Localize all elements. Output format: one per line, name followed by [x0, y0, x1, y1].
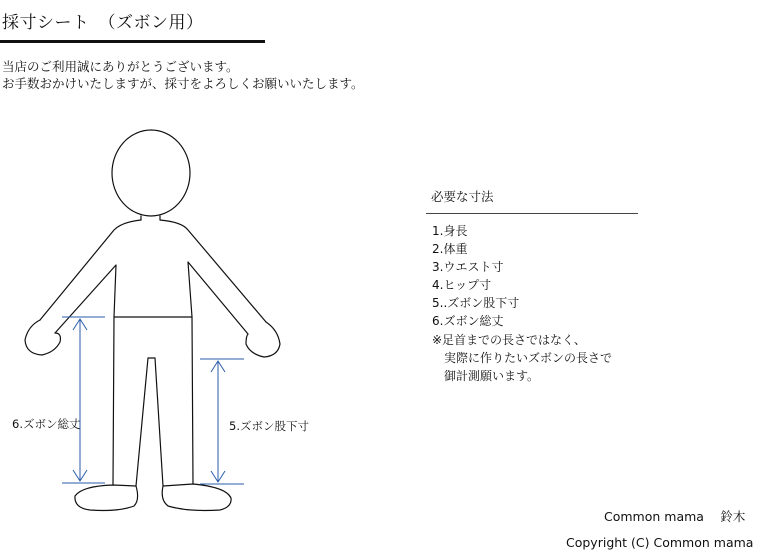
copyright-notice: Copyright (C) Common mama: [566, 535, 754, 550]
total-length-label: 6.ズボン総丈: [12, 417, 81, 431]
note-line-2: 実際に作りたいズボンの長さで: [444, 351, 613, 365]
list-item: 1.身長: [432, 224, 468, 238]
left-arm-outline: [40, 220, 141, 333]
measurement-note: [432, 331, 612, 385]
required-measurements-list: [432, 222, 519, 330]
list-item: 2.体重: [432, 242, 468, 256]
left-foot: [75, 485, 138, 511]
shop-credit: Common mama 鈴木: [604, 509, 746, 524]
list-item: 5..ズボン股下寸: [432, 296, 520, 310]
note-line-3: 御計測願います。: [444, 369, 540, 383]
intro-line-2: お手数おかけいたしますが、採寸をよろしくお願いいたします。: [2, 76, 364, 91]
page-title: 採寸シート （ズボン用）: [2, 13, 204, 33]
total-length-measure: [62, 317, 105, 483]
list-item: 6.ズボン総丈: [432, 314, 504, 328]
required-heading-text: 必要な寸法: [431, 189, 494, 204]
left-hand: [25, 320, 60, 355]
intro-line-1: 当店のご利用誠にありがとうございます。: [2, 59, 239, 74]
inseam-label: 5.ズボン股下寸: [229, 419, 309, 433]
head-outline: [112, 130, 190, 216]
right-hand: [246, 322, 280, 357]
right-foot: [162, 484, 231, 511]
pants-outline: [113, 317, 193, 486]
note-line-1: ※足首までの長さではなく、: [432, 333, 586, 347]
required-heading-rule: [426, 213, 638, 214]
list-item: 3.ウエスト寸: [432, 260, 504, 274]
list-item: 4.ヒップ寸: [432, 278, 492, 292]
required-measurements-heading: [431, 186, 494, 205]
